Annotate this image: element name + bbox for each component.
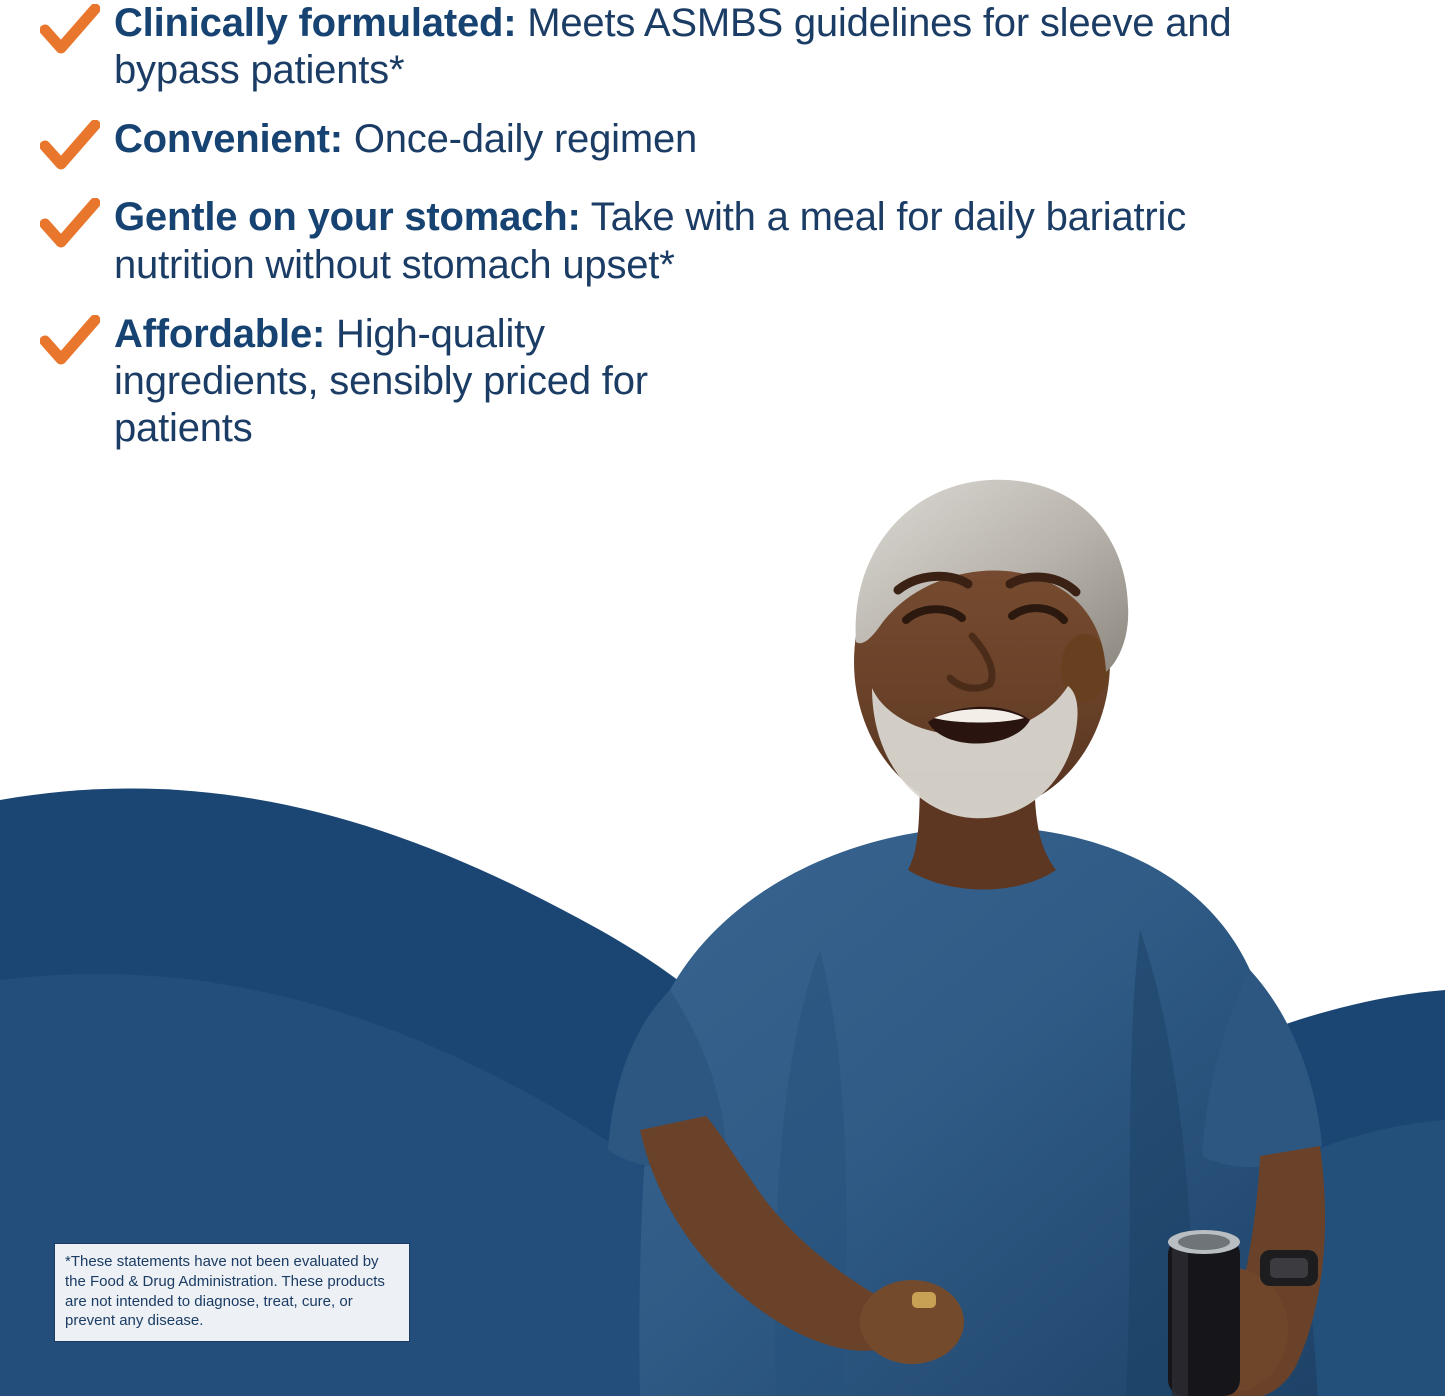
check-icon [40, 311, 114, 367]
benefit-text [114, 0, 1254, 94]
benefit-rest: Once-daily regimen [342, 117, 698, 162]
benefit-text [114, 116, 697, 163]
benefit-text [114, 194, 1224, 288]
benefit-lead: Gentle on your stomach: [114, 195, 581, 240]
benefit-rest: Meets ASMBS guidelines for sleeve and bypass patients* [114, 1, 1232, 93]
check-icon [40, 116, 114, 172]
photo-man-with-bottle [520, 430, 1445, 1396]
water-bottle [1168, 1230, 1240, 1396]
disclaimer-text: *These statements have not been evaluated by the Food & Drug Administration. These products are not intended to diagnose, treat, cure, or prevent any disease. [65, 1253, 385, 1330]
check-icon [40, 194, 114, 250]
check-icon [40, 0, 114, 56]
benefit-rest: High-quality ingredients, sensibly priced for patients [114, 311, 648, 451]
head [854, 480, 1128, 818]
left-hand [860, 1280, 964, 1364]
list-item [40, 116, 1270, 172]
photo-svg [520, 430, 1445, 1396]
list-item [40, 194, 1270, 288]
benefit-lead: Clinically formulated: [114, 1, 517, 45]
disclaimer-box [54, 1243, 410, 1342]
benefit-lead: Affordable: [114, 311, 326, 356]
ring [912, 1292, 936, 1308]
benefit-lead: Convenient: [114, 117, 343, 162]
list-item [40, 311, 1270, 453]
benefit-list [40, 0, 1270, 474]
benefit-text [114, 311, 754, 453]
list-item [40, 0, 1270, 94]
benefit-rest: Take with a meal for daily bariatric nutrition without stomach upset* [114, 195, 1187, 287]
